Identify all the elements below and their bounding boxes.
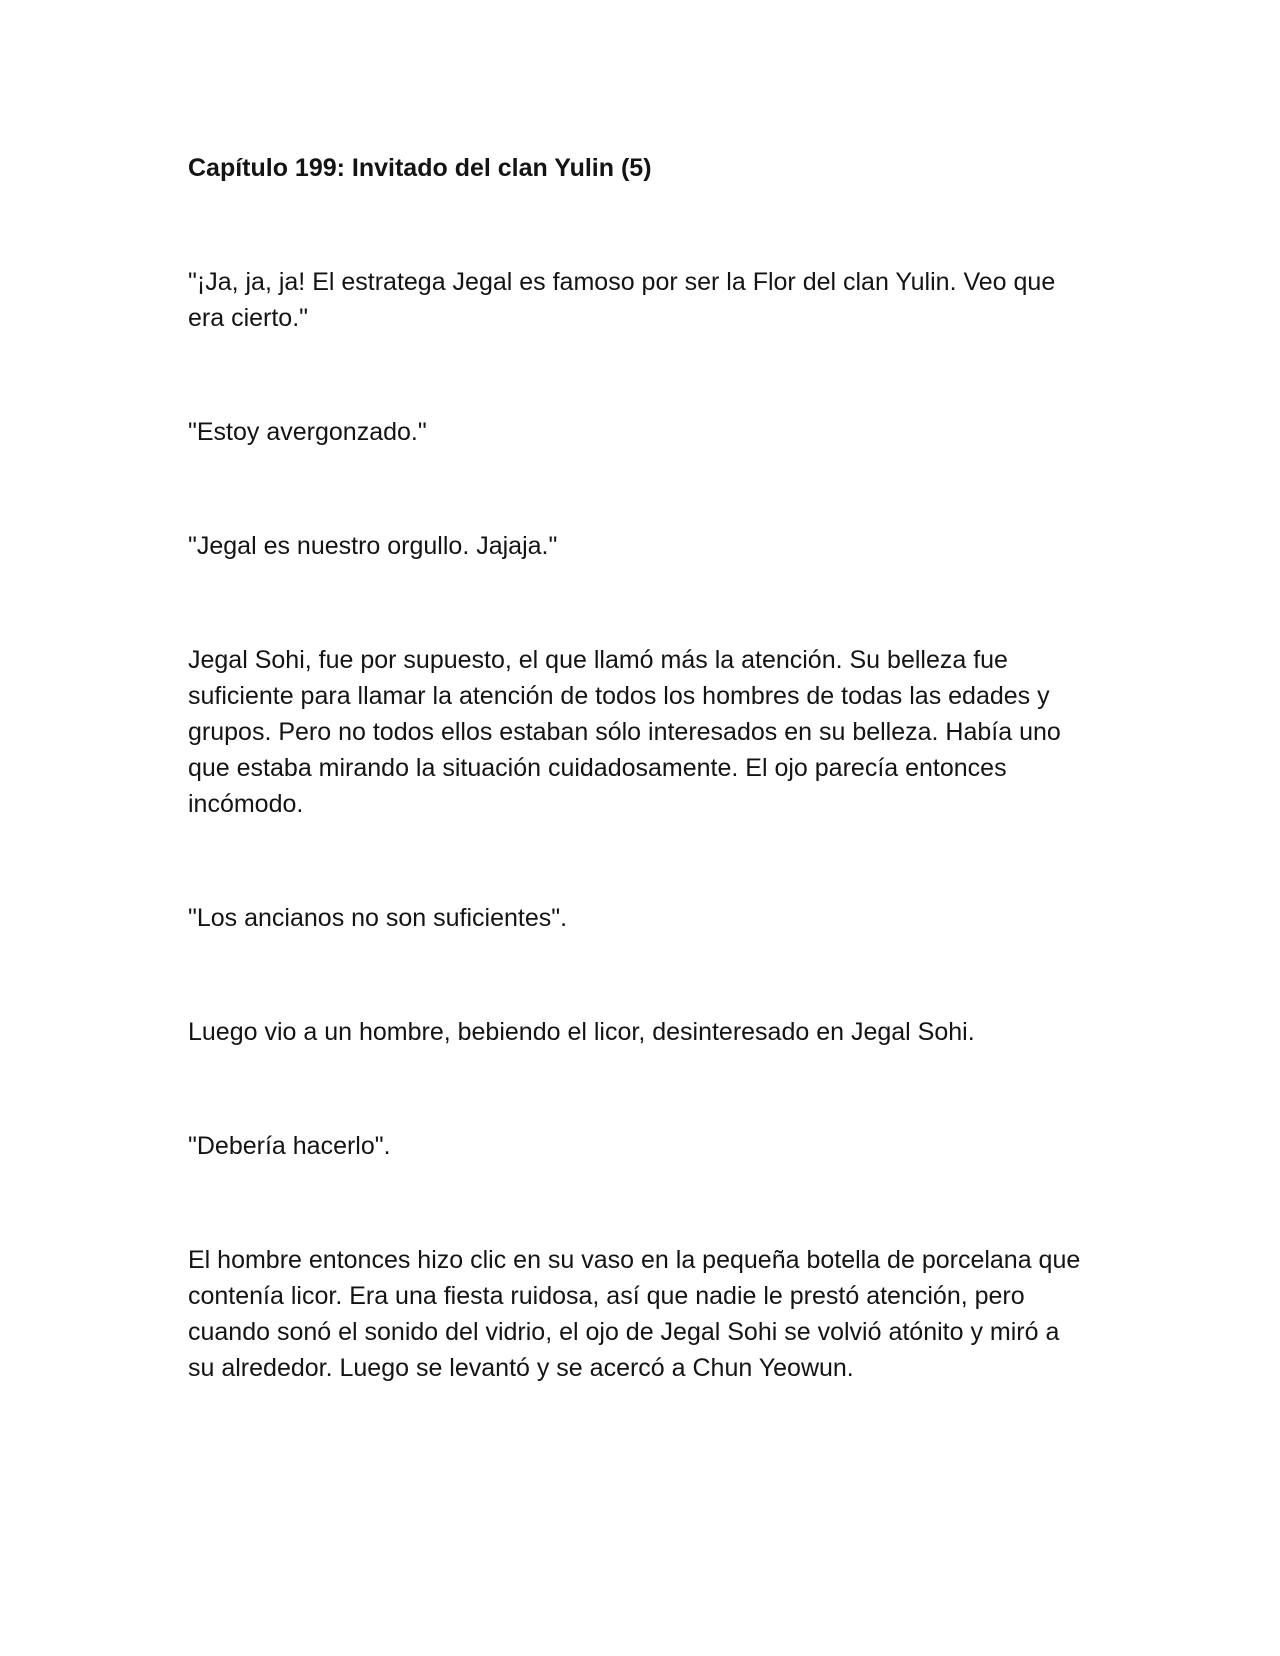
chapter-title: Capítulo 199: Invitado del clan Yulin (5) (188, 154, 652, 182)
paragraph-1: "¡Ja, ja, ja! El estratega Jegal es famoso por ser la Flor del clan Yulin. Veo que era cierto." (188, 268, 1056, 332)
document-body (188, 150, 1088, 1386)
paragraph-3: "Jegal es nuestro orgullo. Jajaja." (188, 532, 558, 560)
paragraph-7: "Debería hacerlo". (188, 1132, 391, 1160)
paragraph-2: "Estoy avergonzado." (188, 418, 427, 446)
paragraph-8: El hombre entonces hizo clic en su vaso en la pequeña botella de porcelana que contenía licor. Era una fiesta ruidosa, así que nadie le prestó atención, pero cuando sonó el sonido del vidrio, el ojo de Jegal Sohi se volvió atónito y miró a su alrededor. Luego se levantó y se acercó a Chun Yeowun. (188, 1246, 1081, 1382)
paragraph-6: Luego vio a un hombre, bebiendo el licor, desinteresado en Jegal Sohi. (188, 1018, 975, 1046)
paragraph-4: Jegal Sohi, fue por supuesto, el que llamó más la atención. Su belleza fue suficiente para llamar la atención de todos los hombres de todas las edades y grupos. Pero no todos ellos estaban sólo interesados en su belleza. Había uno que estaba mirando la situación cuidadosamente. El ojo parecía entonces incómodo. (188, 646, 1061, 818)
paragraph-5: "Los ancianos no son suficientes". (188, 904, 568, 932)
